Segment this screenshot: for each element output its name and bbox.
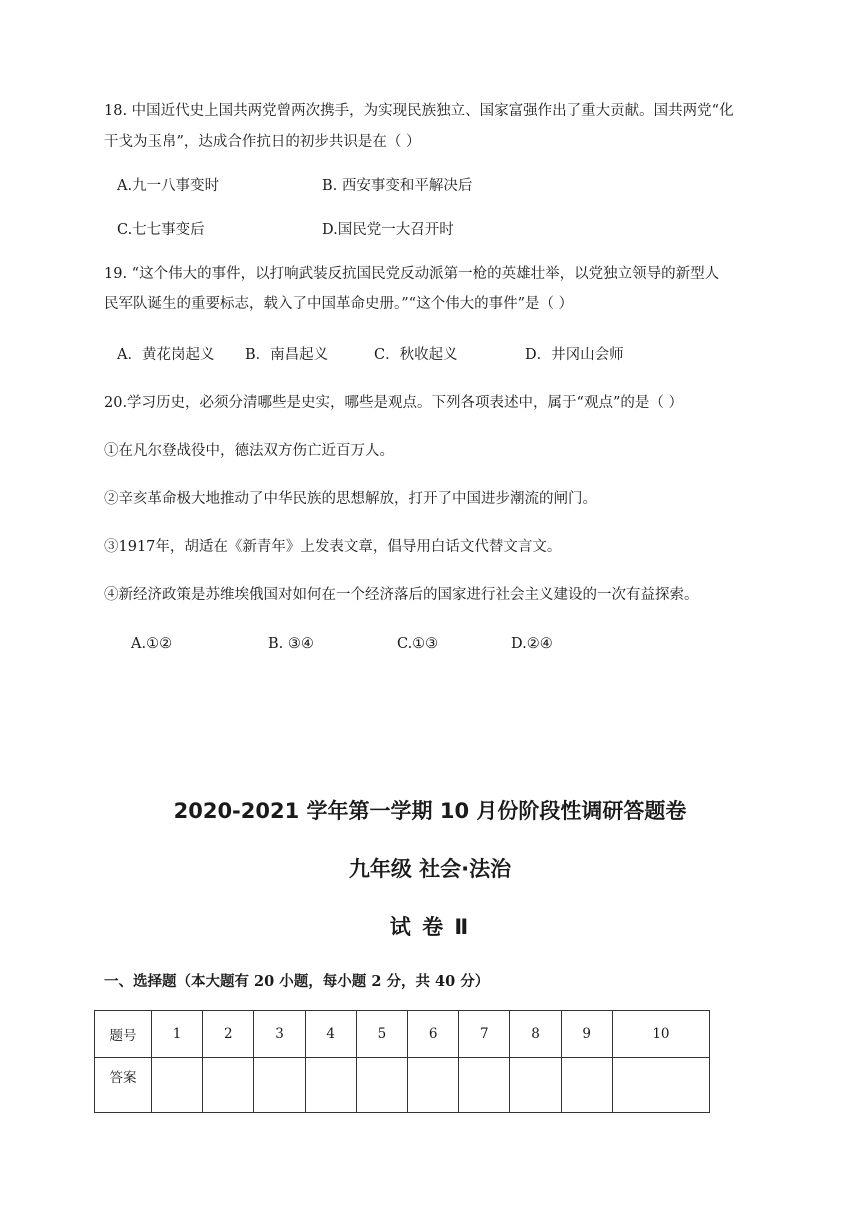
question-number-cell: 7 [459, 1011, 510, 1058]
answer-table [94, 1010, 710, 1113]
q19-option-c: C．秋收起义 [374, 347, 458, 363]
question-number-cell: 5 [356, 1011, 407, 1058]
paper-label: 试 卷 Ⅱ [389, 915, 471, 939]
answer-cell[interactable] [254, 1058, 305, 1113]
q19-option-a: A．黄花岗起义 [117, 347, 215, 363]
question-number-cell: 3 [254, 1011, 305, 1058]
q18-option-d: D.国民党一大召开时 [322, 222, 454, 238]
q18-stem-line1: 18. 中国近代史上国共两党曾两次携手，为实现民族独立、国家富强作出了重大贡献。国共两党“化 [104, 103, 734, 119]
q18-option-b: B. 西安事变和平解决后 [322, 178, 473, 194]
q18-option-a: A.九一八事变时 [117, 178, 220, 194]
answer-cell[interactable] [305, 1058, 356, 1113]
q20-statement-1: ①在凡尔登战役中，德法双方伤亡近百万人。 [104, 443, 394, 459]
question-number-cell: 6 [408, 1011, 459, 1058]
q19-option-d: D．井冈山会师 [525, 347, 624, 363]
table-row-numbers [95, 1011, 710, 1058]
q20-stem: 20.学习历史，必须分清哪些是史实，哪些是观点。下列各项表述中，属于“观点”的是（ ） [104, 395, 683, 411]
row-header-number: 题号 [95, 1011, 152, 1058]
answer-cell[interactable] [612, 1058, 709, 1113]
q20-statement-4: ④新经济政策是苏维埃俄国对如何在一个经济落后的国家进行社会主义建设的一次有益探索。 [104, 587, 699, 603]
answer-cell[interactable] [459, 1058, 510, 1113]
answer-sheet-subtitle: 九年级 社会·法治 [348, 857, 512, 881]
q20-option-d: D.②④ [511, 636, 553, 652]
q20-option-a: A.①② [131, 636, 173, 652]
q19-option-b: B．南昌起义 [245, 347, 329, 363]
q20-option-b: B. ③④ [268, 636, 314, 652]
q20-statement-2: ②辛亥革命极大地推动了中华民族的思想解放，打开了中国进步潮流的闸门。 [104, 491, 597, 507]
question-number-cell: 2 [203, 1011, 254, 1058]
q19-stem-line1: 19. “这个伟大的事件，以打响武装反抗国民党反动派第一枪的英雄壮举，以党独立领导的新型人 [104, 266, 720, 282]
question-number-cell: 8 [510, 1011, 561, 1058]
q18-option-c: C.七七事变后 [117, 222, 205, 238]
answer-sheet-title: 2020-2021 学年第一学期 10 月份阶段性调研答题卷 [173, 799, 687, 823]
row-header-answer: 答案 [95, 1058, 152, 1113]
answer-cell[interactable] [356, 1058, 407, 1113]
q20-option-c: C.①③ [397, 636, 439, 652]
answer-cell[interactable] [510, 1058, 561, 1113]
answer-cell[interactable] [408, 1058, 459, 1113]
section-heading: 一、选择题（本大题有 20 小题，每小题 2 分，共 40 分） [104, 973, 490, 990]
table-bottom-rule [94, 1112, 710, 1113]
answer-cell[interactable] [203, 1058, 254, 1113]
question-number-cell: 10 [612, 1011, 709, 1058]
answer-cell[interactable] [561, 1058, 612, 1113]
table-row-answers [95, 1058, 710, 1113]
question-number-cell: 9 [561, 1011, 612, 1058]
question-number-cell: 4 [305, 1011, 356, 1058]
q19-stem-line2: 民军队诞生的重要标志，载入了中国革命史册。”“这个伟大的事件”是（ ） [104, 296, 574, 312]
q20-statement-3: ③1917年，胡适在《新青年》上发表文章，倡导用白话文代替文言文。 [104, 539, 562, 555]
question-number-cell: 1 [152, 1011, 203, 1058]
q18-stem-line2: 干戈为玉帛”，达成合作抗日的初步共识是在（ ） [104, 134, 421, 150]
answer-cell[interactable] [152, 1058, 203, 1113]
